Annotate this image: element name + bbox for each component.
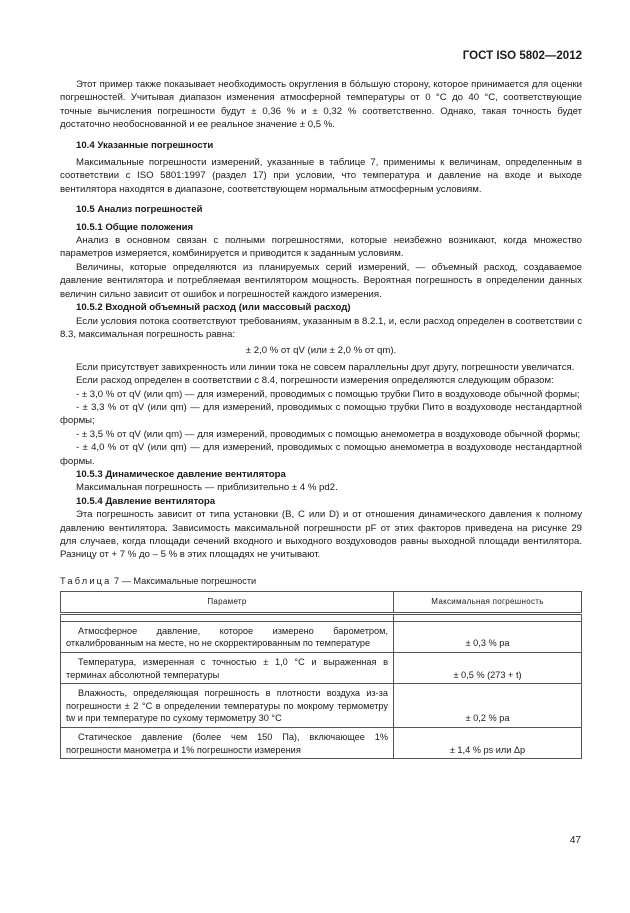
section-10-5-2-title: 10.5.2 Входной объемный расход (или массовый расход) — [76, 302, 351, 314]
table-cell-value: ± 1,4 % ps или Δp — [394, 727, 582, 758]
table-row — [61, 621, 582, 652]
section-10-5-2-p3: Если расход определен в соответствии с 8.4, погрешности измерения определяются следующим образом: — [76, 375, 554, 387]
section-10-5-2-p2: Если присутствует завихренность или линии тока не совсем параллельны друг другу, погрешности увеличатся. — [76, 361, 575, 373]
section-10-4-text: Максимальные погрешности измерений, указанные в таблице 7, применимы к величинам, определенным в соответствии с ISO 5801:1997 (раздел 17) при условии, что температура и давление на входе и выходе вентилятора находятся в диапазоне, соответствующем нормальным атмосферным условиям. — [60, 157, 582, 195]
table-cell-value: ± 0,2 % pa — [394, 684, 582, 728]
table-caption-title: 7 — Максимальные погрешности — [111, 575, 257, 586]
errors-table — [60, 591, 582, 759]
list-item: - ± 3,3 % от qV (или qm) — для измерений, проводимых с помощью трубки Пито в воздуховоде нестандартной формы; — [60, 401, 582, 427]
table-cell-parameter: Атмосферное давление, которое измерено барометром, откалиброванным на месте, но не скорректированным по температуре — [61, 621, 394, 652]
table-cell-value: ± 0,3 % pa — [394, 621, 582, 652]
table-caption-prefix: Таблица — [60, 575, 112, 586]
section-10-5-2-p1: Если условия потока соответствуют требованиям, указанным в 8.2.1, и, если расход определен в соответствии с 8.3, максимальная погрешность равна: — [60, 315, 582, 340]
document-header: ГОСТ ISO 5802—2012 — [462, 50, 582, 62]
list-item: - ± 3,0 % от qV (или qm) — для измерений, проводимых с помощью трубки Пито в воздуховоде обычной формы; — [76, 388, 580, 400]
list-item: - ± 3,5 % от qV (или qm) — для измерений, проводимых с помощью анемометра в воздуховоде обычной формы; — [76, 428, 581, 440]
section-10-5-4-text: Эта погрешность зависит от типа установки (B, C или D) и от отношения динамического давления к полному давлению вентилятора. Зависимость максимальной погрешности pF от этих факторов приведена на рисунке 29 для случаев, когда площади сечений входного и выходного воздуховодов равны выходной площади вентилятора. Разницу от + 7 % до – 5 % в этих площадях не учитывают. — [60, 509, 582, 561]
column-header-parameter: Параметр — [61, 591, 394, 613]
section-10-4-title: 10.4 Указанные погрешности — [76, 139, 214, 151]
section-10-5-title: 10.5 Анализ погрешностей — [76, 204, 203, 216]
list-item: - ± 4,0 % от qV (или qm) — для измерений, проводимых с помощью анемометра в воздуховоде нестандартной формы. — [60, 442, 582, 467]
table-cell-value: ± 0,5 % (273 + t) — [394, 653, 582, 684]
table-divider — [61, 613, 582, 621]
column-header-max-error: Максимальная погрешность — [394, 591, 582, 613]
table-row — [61, 653, 582, 684]
section-10-5-1-p2: Величины, которые определяются из планируемых серий измерений, — объемный расход, создаваемое давление вентилятора и потребляемая вентилятором мощность. Вероятная погрешность в определении данных величин сильно зависит от ошибок и погрешностей каждого измерения. — [60, 261, 582, 300]
intro-paragraph: Этот пример также показывает необходимость округления в бо́льшую сторону, которое принимается для оценки погрешностей. Учитывая диапазон изменения атмосферной температуры от 0 °С до 40 °С, соответствующие точные вычисления погрешности будут ± 0,36 % и ± 0,32 % соответственно. Однако, такая точность будет достаточно необоснованной и ее реальное значение ± 0,5 %. — [60, 79, 582, 131]
table-row — [61, 727, 582, 758]
table-row — [61, 684, 582, 728]
table-header-row — [61, 591, 582, 613]
flow-formula: ± 2,0 % от qV (или ± 2,0 % от qm). — [245, 345, 397, 357]
section-10-5-3-title: 10.5.3 Динамическое давление вентилятора — [76, 468, 286, 480]
table-cell-parameter: Влажность, определяющая погрешность в плотности воздуха из-за погрешности ± 2 °С в определении температуры по мокрому термометру tw и при температуре по сухому термометру 30 °С — [61, 684, 394, 728]
section-10-5-4-title: 10.5.4 Давление вентилятора — [76, 495, 216, 507]
section-10-5-3-text: Максимальная погрешность — приблизительно ± 4 % pd2. — [76, 482, 338, 494]
page-number: 47 — [569, 835, 581, 846]
table-cell-parameter: Температура, измеренная с точностью ± 1,0 °С и выраженная в терминах абсолютной температуры — [61, 653, 394, 684]
page-body — [60, 78, 582, 759]
table-cell-parameter: Статическое давление (более чем 150 Па), включающее 1% погрешности манометра и 1% погрешности измерения — [61, 727, 394, 758]
section-10-5-1-title: 10.5.1 Общие положения — [76, 221, 194, 233]
section-10-5-1-p1: Анализ в основном связан с полными погрешностями, которые неизбежно возникают, когда множество параметров измеряется, комбинируется и приводится к заданным условиям. — [60, 235, 582, 260]
table-caption — [60, 575, 582, 587]
